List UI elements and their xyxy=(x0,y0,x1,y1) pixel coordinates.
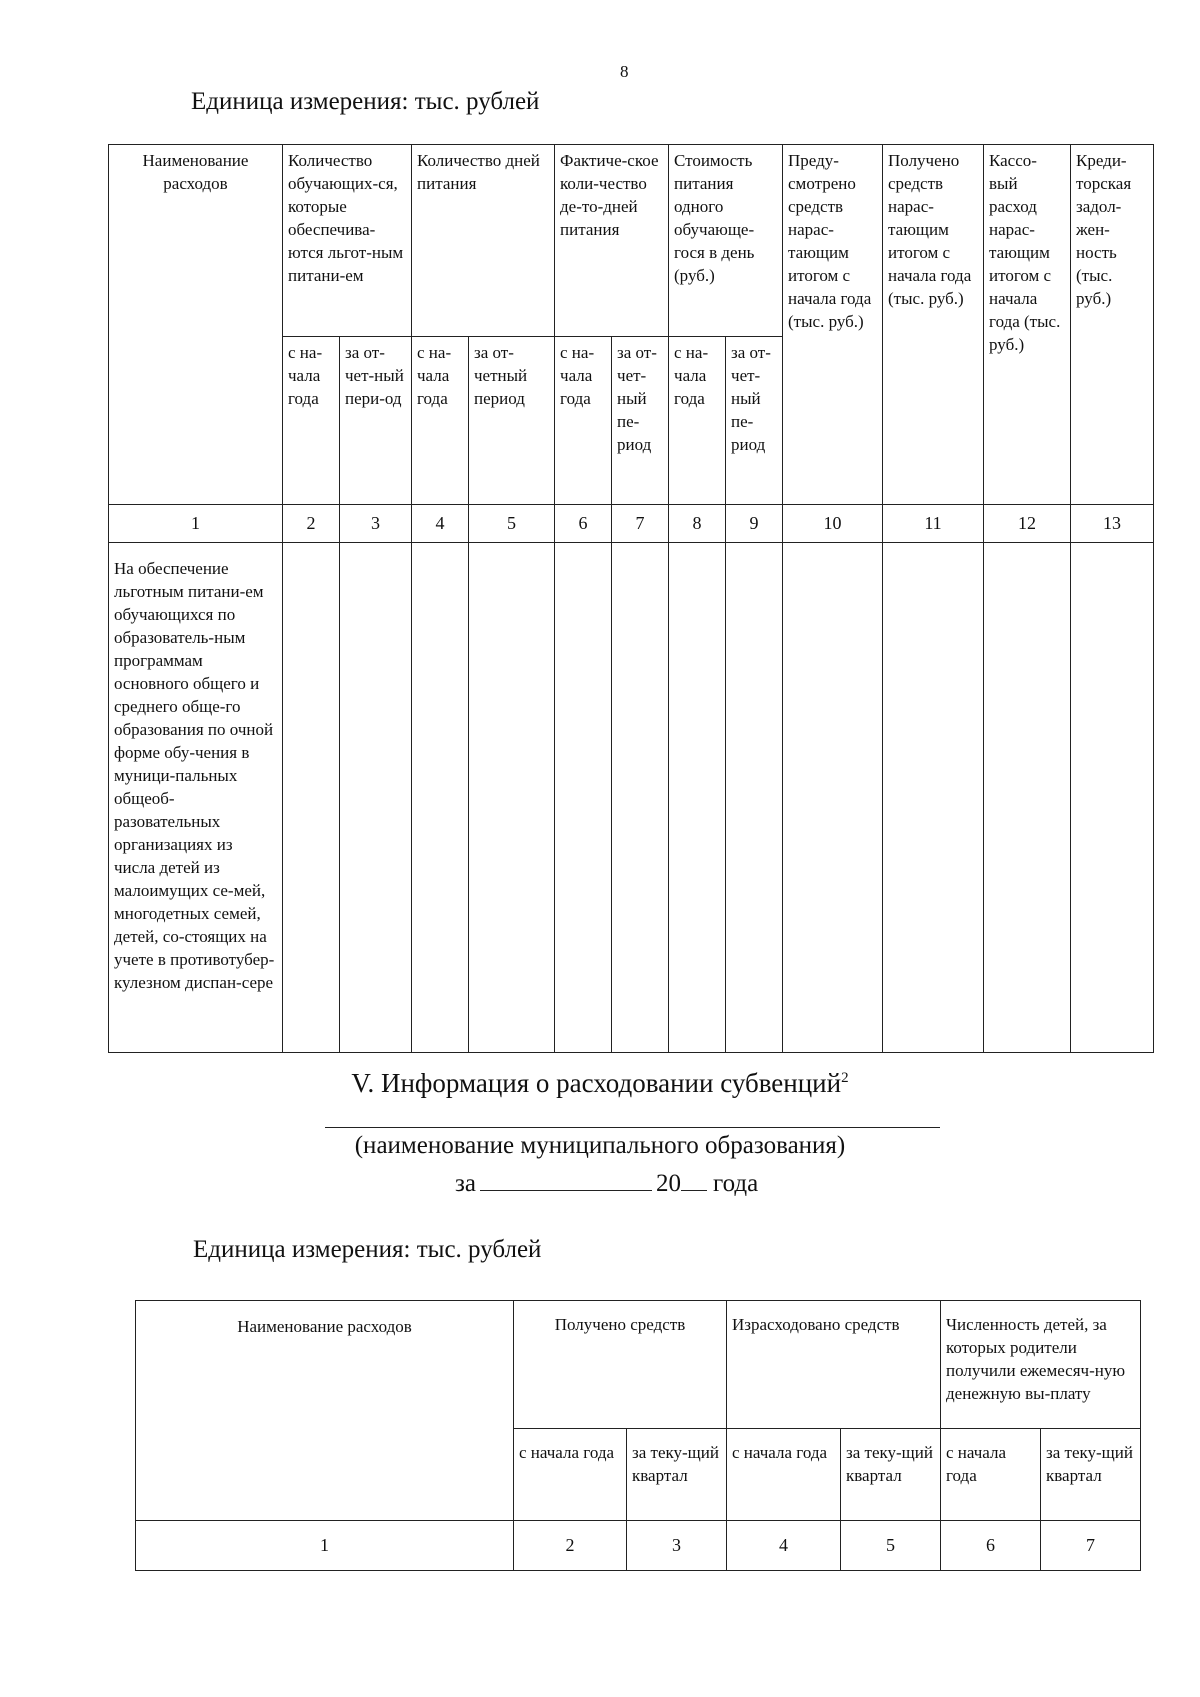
subheader: за от-четный период xyxy=(469,337,555,505)
section-title xyxy=(0,1068,1200,1099)
t2-subheader: с начала года xyxy=(727,1429,841,1521)
period-suffix: года xyxy=(712,1170,759,1197)
year-blank xyxy=(681,1168,707,1191)
t2-column-number: 4 xyxy=(727,1521,841,1571)
table-cell xyxy=(412,543,469,1053)
column-number: 9 xyxy=(726,505,783,543)
column-number: 11 xyxy=(883,505,984,543)
footnote-mark: 2 xyxy=(841,1070,849,1086)
subheader: с на-чала года xyxy=(412,337,469,505)
t2-column-number: 3 xyxy=(627,1521,727,1571)
t2-subheader: за теку-щий квартал xyxy=(841,1429,941,1521)
table-cell xyxy=(612,543,669,1053)
unit-caption-2: Единица измерения: тыс. рублей xyxy=(193,1236,542,1263)
section-title-text: V. Информация о расходовании субвенций xyxy=(351,1068,842,1098)
page-number: 8 xyxy=(620,62,629,81)
municipality-caption: (наименование муниципального образования) xyxy=(354,1132,846,1159)
column-number: 5 xyxy=(469,505,555,543)
table-cell xyxy=(669,543,726,1053)
table-cell xyxy=(726,543,783,1053)
subheader: с на-чала года xyxy=(555,337,612,505)
header-students-count: Количество обучающих-ся, которые обеспечива-ются льгот-ным питани-ем xyxy=(283,145,412,337)
table-cell xyxy=(555,543,612,1053)
header-meal-cost: Стоимость питания одного обучающе-гося в день (руб.) xyxy=(669,145,783,337)
subheader: с на-чала года xyxy=(669,337,726,505)
table-cell xyxy=(984,543,1071,1053)
column-number: 1 xyxy=(109,505,283,543)
table-cell xyxy=(283,543,340,1053)
subheader: за от-чет-ный пе-риод xyxy=(612,337,669,505)
t2-header-children: Численность детей, за которых родители получили ежемесяч-ную денежную вы-плату xyxy=(941,1301,1141,1429)
subheader: за от-чет-ный пери-од xyxy=(340,337,412,505)
header-cash-expense: Кассо-вый расход нарас-тающим итогом с начала года (тыс. руб.) xyxy=(984,145,1071,505)
unit-caption: Единица измерения: тыс. рублей xyxy=(191,88,540,115)
column-number: 10 xyxy=(783,505,883,543)
column-number: 13 xyxy=(1071,505,1154,543)
t2-column-number: 5 xyxy=(841,1521,941,1571)
t2-subheader: с начала года xyxy=(941,1429,1041,1521)
t2-column-number: 2 xyxy=(514,1521,627,1571)
header-payables: Креди-торская задол-жен-ность (тыс. руб.) xyxy=(1071,145,1154,505)
t2-subheader: за теку-щий квартал xyxy=(627,1429,727,1521)
subsidy-table-1 xyxy=(108,144,1154,1053)
column-number: 4 xyxy=(412,505,469,543)
table-cell xyxy=(340,543,412,1053)
header-child-days: Фактиче-ское коли-чество де-то-дней питания xyxy=(555,145,669,337)
header-name: Наименование расходов xyxy=(109,145,283,505)
column-number: 2 xyxy=(283,505,340,543)
t2-header-name: Наименование расходов xyxy=(136,1301,514,1521)
column-number: 7 xyxy=(612,505,669,543)
header-received: Получено средств нарас-тающим итогом с начала года (тыс. руб.) xyxy=(883,145,984,505)
row-label: На обеспечение льготным питани-ем обучающихся по образователь-ным программам основного общего и среднего обще-го образования по очной форме обу-чения в муници-пальных общеоб-разовательных организациях из числа детей из малоимущих се-мей, многодетных семей, детей, со-стоящих на учете в противотубер-кулезном диспан-сере xyxy=(109,543,283,1053)
period-prefix: за xyxy=(455,1170,476,1197)
subsidy-table-2 xyxy=(135,1300,1141,1571)
t2-column-number: 6 xyxy=(941,1521,1041,1571)
table-cell xyxy=(883,543,984,1053)
t2-header-received: Получено средств xyxy=(514,1301,727,1429)
t2-header-spent: Израсходовано средств xyxy=(727,1301,941,1429)
column-number: 3 xyxy=(340,505,412,543)
t2-column-number: 1 xyxy=(136,1521,514,1571)
municipality-line xyxy=(325,1127,940,1128)
table-cell xyxy=(783,543,883,1053)
period-blank xyxy=(480,1168,652,1191)
column-number: 8 xyxy=(669,505,726,543)
t2-subheader: за теку-щий квартал xyxy=(1041,1429,1141,1521)
header-meal-days: Количество дней питания xyxy=(412,145,555,337)
header-planned: Преду-смотрено средств нарас-тающим итогом с начала года (тыс. руб.) xyxy=(783,145,883,505)
t2-subheader: с начала года xyxy=(514,1429,627,1521)
period-line xyxy=(455,1168,758,1198)
column-number: 12 xyxy=(984,505,1071,543)
subheader: с на-чала года xyxy=(283,337,340,505)
t2-column-number: 7 xyxy=(1041,1521,1141,1571)
subheader: за от-чет-ный пе-риод xyxy=(726,337,783,505)
column-number: 6 xyxy=(555,505,612,543)
table-cell xyxy=(469,543,555,1053)
table-cell xyxy=(1071,543,1154,1053)
period-year: 20 xyxy=(655,1170,681,1197)
